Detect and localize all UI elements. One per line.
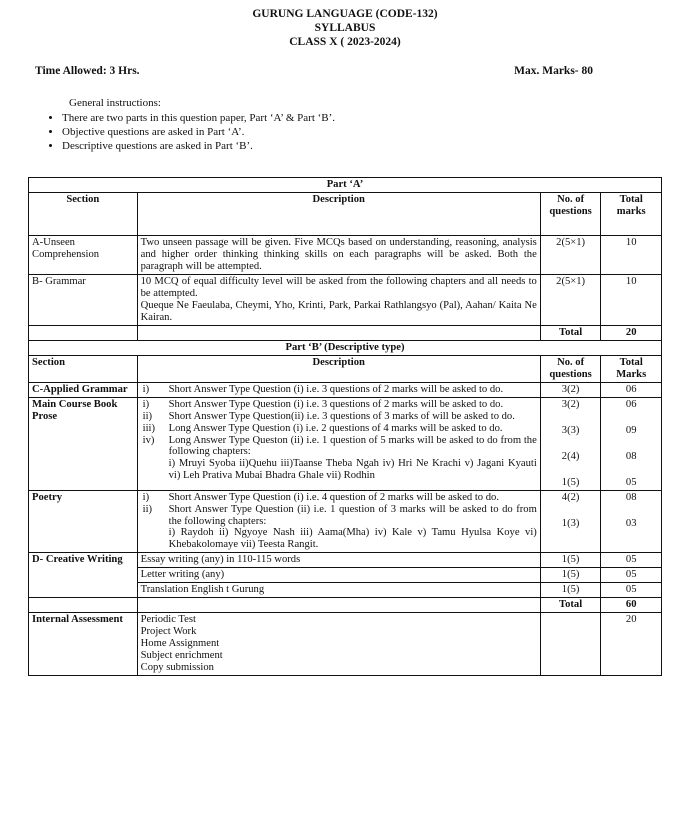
chapter-list: Queque Ne Faeulaba, Cheymi, Yho, Krinti, Park, Parkai Rathlangsyo (Pal), Aahan/ Kaita Ne Kairan. (140, 299, 537, 323)
description-cell: Letter writing (any) (137, 568, 540, 583)
part-b-header-row (29, 355, 662, 382)
list-item: Copy submission (140, 662, 214, 674)
total-label: Total (540, 325, 601, 340)
instructions-list (44, 112, 335, 153)
section-cell: Main Course Book Prose (29, 397, 138, 490)
document-title: GURUNG LANGUAGE (CODE-132) (252, 8, 438, 20)
section-cell: A-Unseen Comprehension (29, 235, 138, 274)
col-header-marks: Total Marks (601, 355, 662, 382)
marks-cell: 08 03 (601, 490, 662, 553)
table-row (29, 553, 662, 568)
list-item: i) Short Answer Type Question (i) i.e. 4 question of 2 marks will be asked to do. (142, 491, 499, 503)
table-row (29, 613, 662, 676)
section-cell: C-Applied Grammar (29, 382, 138, 397)
part-b-total-row (29, 598, 662, 613)
time-allowed: Time Allowed: 3 Hrs. (35, 65, 140, 77)
list-item: Project Work (140, 626, 197, 638)
marks-cell: 06 09 08 05 (601, 397, 662, 490)
questions-cell: 1(5) (540, 568, 601, 583)
instruction-item: • Objective questions are asked in Part ‘A’. (62, 126, 335, 139)
col-header-description: Description (137, 355, 540, 382)
table-row (29, 397, 662, 490)
section-cell: Poetry (29, 490, 138, 553)
part-a-title: Part ‘A’ (29, 178, 662, 193)
col-header-questions: No. of questions (540, 192, 601, 235)
table-row (29, 274, 662, 325)
section-cell: D- Creative Writing (29, 553, 138, 598)
max-marks: Max. Marks- 80 (514, 65, 593, 77)
questions-cell (540, 613, 601, 676)
questions-cell: 2(5×1) (540, 235, 601, 274)
description-cell: Translation English t Gurung (137, 583, 540, 598)
table-row (29, 235, 662, 274)
marks-cell: 06 (601, 382, 662, 397)
list-item: Periodic Test (140, 614, 196, 626)
part-b-title-row (29, 340, 662, 355)
marks-cell: 05 (601, 568, 662, 583)
part-a-title-row (29, 178, 662, 193)
description-cell (137, 397, 540, 490)
description-cell: Two unseen passage will be given. Five MCQs based on understanding, reasoning, analysis and higher order thinking thinking skills on each paragraphs will be asked. Both the paragraph will be attempted. (137, 235, 540, 274)
description-cell (137, 274, 540, 325)
description-cell (137, 490, 540, 553)
list-item: Home Assignment (140, 638, 220, 650)
marks-cell: 05 (601, 553, 662, 568)
section-cell: Internal Assessment (29, 613, 138, 676)
part-a-header-row (29, 192, 662, 235)
chapter-list: i) Raydoh ii) Ngyoye Nash iii) Aama(Mha) iv) Kale v) Tamu Hyulsa Koye vi) Khebakolomaye vii) Teesta Rangit. (168, 527, 537, 551)
marks-cell: 10 (601, 235, 662, 274)
instruction-item: • Descriptive questions are asked in Part ‘B’. (62, 140, 335, 153)
list-item: Subject enrichment (140, 650, 223, 662)
table-row (29, 490, 662, 553)
section-cell: B- Grammar (29, 274, 138, 325)
list-item: iii) Long Answer Type Question (i) i.e. 2 questions of 4 marks will be asked to do. (142, 422, 503, 434)
table-row (29, 382, 662, 397)
total-value: 60 (601, 598, 662, 613)
chapter-list: i) Mruyi Syoba ii)Quehu iii)Taanse Theba Ngah iv) Hri Ne Krachi v) Jagani Kyauti vi) Leh Prativa Mubai Bhadra Ghale vii) Rodhin (168, 458, 537, 482)
description-text: 10 MCQ of equal difficulty level will be asked from the following chapters and all needs to be attempted. (140, 275, 537, 299)
questions-cell: 4(2) 1(3) (540, 490, 601, 553)
total-label: Total (540, 598, 601, 613)
description-cell: Essay writing (any) in 110-115 words (137, 553, 540, 568)
general-instructions (44, 97, 335, 154)
questions-cell: 3(2) 3(3) 2(4) 1(5) (540, 397, 601, 490)
list-item: iv) Long Answer Type Queston (ii) i.e. 1 question of 5 marks will be asked to do from the following chapters: i) Mruyi Syoba ii)Quehu iii)Taanse Theba Ngah iv) Hri Ne Krachi v) Jagani Kyauti vi) Leh Prativa Mubai Bhadra Ghale vii) Rodhin (142, 434, 537, 482)
part-a-total-row (29, 325, 662, 340)
marks-cell: 20 (601, 613, 662, 676)
instruction-item: • There are two parts in this question paper, Part ‘A’ & Part ‘B’. (62, 112, 335, 125)
col-header-section: Section (29, 355, 138, 382)
list-item: ii) Short Answer Type Question(ii) i.e. 3 questions of 3 marks of will be asked to do. (142, 410, 515, 422)
questions-cell: 3(2) (540, 382, 601, 397)
questions-cell: 2(5×1) (540, 274, 601, 325)
syllabus-table (28, 177, 662, 676)
document-class: CLASS X ( 2023-2024) (289, 36, 401, 48)
marks-cell: 10 (601, 274, 662, 325)
list-item: ii) Short Answer Type Question (ii) i.e. 1 question of 3 marks will be asked to do from the following chapters: i) Raydoh ii) Ngyoye Nash iii) Aama(Mha) iv) Kale v) Tamu Hyulsa Koye vi) Khebakolomaye vii) Teesta Rangit. (142, 503, 537, 551)
total-value: 20 (601, 325, 662, 340)
col-header-questions: No. of questions (540, 355, 601, 382)
list-item: i) Short Answer Type Question (i) i.e. 3 questions of 2 marks will be asked to do. (142, 398, 504, 410)
questions-cell: 1(5) (540, 583, 601, 598)
col-header-description: Description (137, 192, 540, 235)
instructions-intro: General instructions: (69, 97, 161, 109)
document-subtitle: SYLLABUS (314, 22, 376, 34)
questions-cell: 1(5) (540, 553, 601, 568)
description-cell (137, 613, 540, 676)
col-header-section: Section (29, 192, 138, 235)
description-cell (137, 382, 540, 397)
col-header-marks: Total marks (601, 192, 662, 235)
part-b-title: Part ‘B’ (Descriptive type) (29, 340, 662, 355)
list-item: i) Short Answer Type Question (i) i.e. 3 questions of 2 marks will be asked to do. (142, 383, 504, 395)
marks-cell: 05 (601, 583, 662, 598)
